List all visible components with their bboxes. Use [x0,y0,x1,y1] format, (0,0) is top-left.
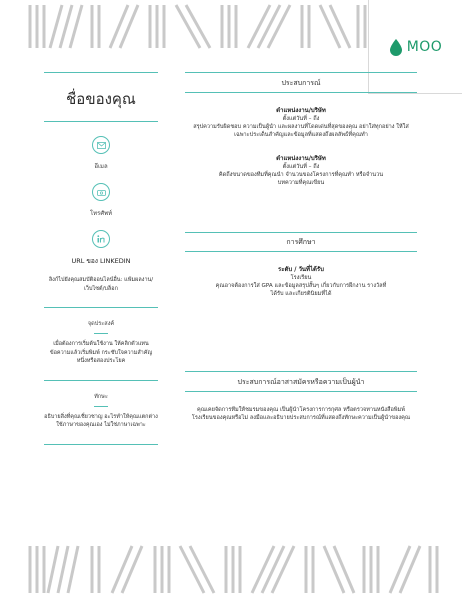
contact-linkedin [44,230,158,266]
education-entry [185,264,417,298]
job-entry [185,153,417,187]
volunteer-description: คุณเคยจัดการทีมให้ชมรมของคุณ เป็นผู้นำโครงการการกุศล หรือตรวจทานหนังสือพิมพ์โรงเรียนของคุณหรือไม่ ลงมือและอธิบายประสบการณ์ที่แสดงถึงทักษะความเป็นผู้นำของคุณ [191,407,411,421]
school-name: โรงเรียน [290,275,312,281]
divider [44,444,158,445]
logo-text: MOO [406,38,443,55]
phone-label: โทรศัพท์ [89,210,113,217]
divider [185,92,417,93]
divider [44,72,158,73]
bottom-decorative-band [0,543,462,600]
job-title: ตำแหน่งงาน/บริษัท [276,107,326,114]
divider [185,371,417,372]
objective-title: จุดประสงค์ [87,321,115,327]
volunteer-heading: ประสบการณ์อาสาสมัครหรือความเป็นผู้นำ [237,378,365,386]
divider [44,307,158,308]
volunteer-section [185,371,417,422]
experience-heading: ประสบการณ์ [281,79,321,87]
short-divider [94,406,108,407]
job-dates: ตั้งแต่วันที่ – ถึง [282,116,320,122]
education-heading: การศึกษา [286,238,316,246]
online-profiles-text: ลิงก์ไปยังคุณสมบัติออนไลน์อื่น: แฟ้มผลงาน/เว็บไซต์/บล็อก [48,277,154,292]
divider [185,391,417,392]
divider [185,251,417,252]
job-description: สรุปความรับผิดชอบ ความเป็นผู้นำ และผลงานที่โดดเด่นที่สุดของคุณ อย่าใส่ทุกอย่าง ให้ใส่เฉพาะประเด็นสำคัญและข้อมูลที่แสดงถึงผลลัพธ์ที่คุณทำ [193,124,409,138]
skills-title: ทักษะ [94,393,108,400]
divider [185,72,417,73]
left-column [44,72,158,445]
job-title: ตำแหน่งงาน/บริษัท [276,155,326,162]
divider [185,232,417,233]
degree-title: ระดับ / วันที่ได้รับ [278,266,324,273]
droplet-icon [389,38,403,56]
short-divider [94,333,108,334]
contact-email [44,136,158,171]
mail-icon [92,136,110,154]
skills-text: อธิบายสิ่งที่คุณเชี่ยวชาญ อะไรทำให้คุณแตกต่าง ใช้ภาษาของคุณเอง ไม่ใช่ภาษาเฉพาะ [44,413,158,428]
experience-section [185,72,417,187]
job-entry [185,105,417,139]
email-label: อีเมล [94,163,108,170]
your-name: ชื่อของคุณ [66,90,136,108]
job-description: คิดถึงขนาดของทีมที่คุณนำ จำนวนของโครงการที่คุณทำ หรือจำนวนบทความที่คุณเขียน [218,172,384,186]
objective-text: เมื่อต้องการเริ่มต้นใช้งาน ให้คลิกตัวแทนข้อความแล้วเริ่มพิมพ์ กระชับใจความสำคัญ หนึ่งหรือสองประโยค [49,341,153,364]
education-section [185,232,417,298]
linkedin-url-label: URL ของ LINKEDIN [71,257,131,265]
education-description: คุณอาจต้องการใส่ GPA และข้อมูลสรุปสั้นๆ เกี่ยวกับการฝึกงาน รางวัลที่ได้รับ และเกียรตินิยมที่ได้ [215,283,387,297]
job-dates: ตั้งแต่วันที่ – ถึง [282,164,320,170]
divider [44,380,158,381]
phone-icon [92,183,110,201]
linkedin-icon [92,230,110,248]
divider [44,121,158,122]
contact-phone [44,183,158,218]
